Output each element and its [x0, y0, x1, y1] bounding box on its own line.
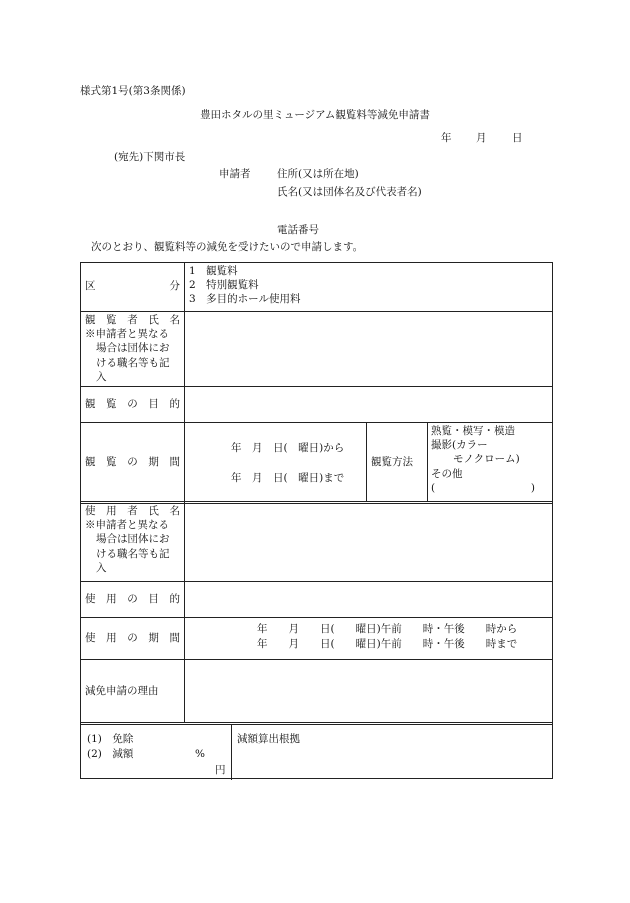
row-divider — [81, 422, 552, 423]
viewer-name-note: ※申請者と異なる — [85, 328, 169, 341]
reduce-option[interactable]: (2) 減額 — [87, 748, 134, 760]
phone-label: 電話番号 — [277, 224, 319, 236]
method-other-field[interactable]: ( ) — [431, 481, 535, 494]
user-name-note: 場合は団体にお — [96, 533, 170, 546]
section-divider — [81, 722, 552, 725]
viewer-name-heading: 観 覧 者 氏 名 — [85, 314, 180, 326]
usage-period-from[interactable]: 年 月 日( 曜日)午前 時・午後 時から — [257, 623, 518, 635]
intro-text: 次のとおり、観覧料等の減免を受けたいので申請します。 — [91, 241, 364, 253]
reason-field[interactable] — [185, 660, 553, 721]
method-option[interactable]: 熟覧・模写・模造 — [431, 425, 515, 437]
date-year: 年 — [441, 132, 452, 144]
date-day: 日 — [512, 132, 523, 144]
row-divider — [81, 617, 552, 618]
viewer-name-field[interactable] — [185, 312, 553, 385]
user-name-heading: 使 用 者 氏 名 — [85, 505, 180, 517]
viewing-period-to[interactable]: 年 月 日( 曜日)まで — [231, 472, 345, 484]
form-number: 様式第1号(第3条関係) — [80, 85, 186, 97]
application-table — [80, 262, 553, 779]
reduction-divider — [231, 725, 232, 780]
method-option[interactable]: 撮影(カラー — [431, 439, 488, 452]
viewing-method-options — [431, 424, 551, 495]
viewing-purpose-field[interactable] — [185, 387, 553, 421]
percent-unit: % — [195, 748, 205, 760]
usage-purpose-label: 使 用 の 目 的 — [85, 593, 180, 605]
category-option[interactable]: 3 多目的ホール使用料 — [189, 293, 301, 306]
method-option[interactable]: その他 — [431, 467, 463, 480]
basis-label: 減額算出根拠 — [237, 733, 300, 745]
viewing-period-from[interactable]: 年 月 日( 曜日)から — [231, 442, 345, 454]
addressee: (宛先)下関市長 — [114, 151, 186, 163]
category-options — [189, 264, 300, 307]
name-label: 氏名(又は団体名及び代表者名) — [277, 186, 422, 198]
method-right-divider — [427, 422, 428, 502]
usage-purpose-field[interactable] — [185, 582, 553, 616]
exempt-option[interactable]: (1) 免除 — [87, 733, 134, 745]
applicant-label: 申請者 — [219, 168, 251, 180]
category-label: 区 分 — [85, 280, 180, 292]
usage-period-to[interactable]: 年 月 日( 曜日)午前 時・午後 時まで — [257, 638, 518, 650]
viewer-name-label — [85, 313, 180, 384]
category-option[interactable]: 1 観覧料 — [189, 265, 238, 277]
method-option[interactable]: モノクローム) — [453, 453, 520, 466]
yen-unit: 円 — [215, 764, 226, 776]
viewer-name-note: ける職名等も記 — [96, 356, 170, 369]
viewer-name-note: 場合は団体にお — [96, 342, 170, 355]
user-name-label — [85, 504, 180, 575]
address-label: 住所(又は所在地) — [277, 168, 359, 180]
category-option[interactable]: 2 特別観覧料 — [189, 279, 259, 292]
viewing-method-label: 観覧方法 — [371, 456, 413, 468]
page-title: 豊田ホタルの里ミュージアム観覧料等減免申請書 — [200, 109, 430, 121]
user-name-note: ける職名等も記 — [96, 547, 170, 560]
usage-period-label: 使 用 の 期 間 — [85, 632, 180, 644]
viewer-name-note: 入 — [96, 370, 107, 383]
user-name-note: ※申請者と異なる — [85, 519, 169, 532]
date-month: 月 — [476, 132, 487, 144]
viewing-purpose-label: 観 覧 の 目 的 — [85, 398, 180, 410]
method-left-divider — [366, 422, 367, 502]
reason-label: 減免申請の理由 — [85, 685, 159, 697]
user-name-note: 入 — [96, 561, 107, 574]
user-name-field[interactable] — [185, 504, 553, 580]
viewing-period-label: 観 覧 の 期 間 — [85, 456, 180, 468]
